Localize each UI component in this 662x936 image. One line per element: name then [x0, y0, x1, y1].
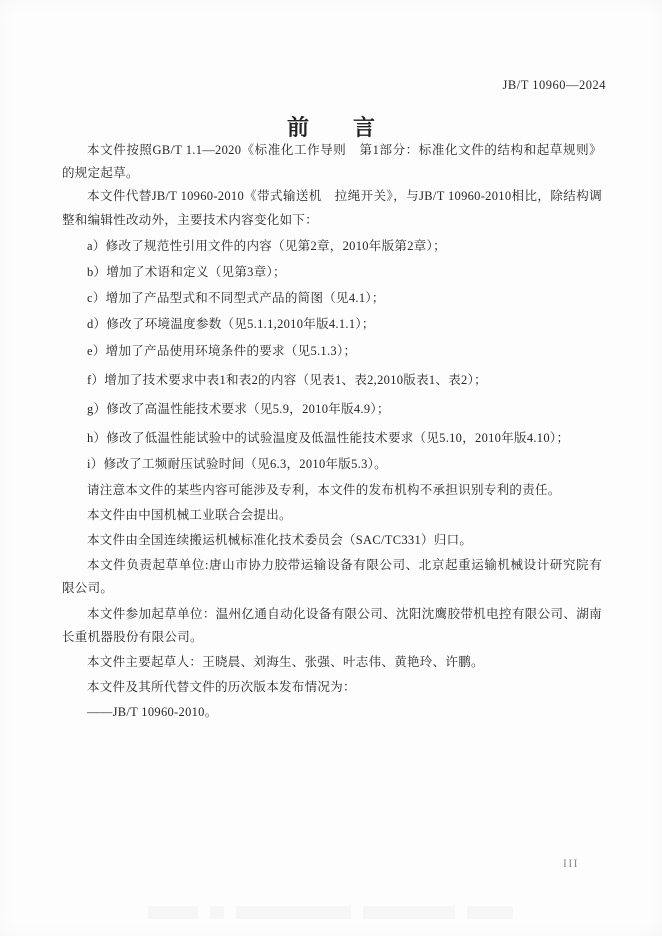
watermark-blot: [363, 906, 455, 919]
watermark-blot: [236, 906, 352, 919]
watermark-blot: [467, 906, 513, 919]
closing-paragraph: 本文件由全国连续搬运机械标准化技术委员会（SAC/TC331）归口。: [87, 533, 473, 548]
closing-paragraph: 本文件由中国机械工业联合会提出。: [87, 507, 292, 522]
faint-scan-watermark: [148, 906, 513, 919]
change-item: c）增加了产品型式和不同型式产品的简图（见4.1）；: [87, 291, 385, 306]
closing-paragraph: 本文件负责起草单位:唐山市协力胶带运输设备有限公司、北京起重运输机械设计研究院有限公司。: [62, 558, 602, 596]
change-item: b）增加了术语和定义（见第3章）；: [87, 265, 286, 280]
closing-paragraph: 请注意本文件的某些内容可能涉及专利，本文件的发布机构不承担识别专利的责任。: [87, 482, 561, 497]
page-number: III: [563, 858, 579, 870]
change-item: e）增加了产品使用环境条件的要求（见5.1.3）；: [87, 343, 357, 358]
closing-paragraph: ——JB/T 10960-2010。: [87, 705, 218, 720]
change-item: a）修改了规范性引用文件的内容（见第2章，2010年版第2章）；: [87, 238, 446, 253]
foreword-paragraph: 本文件按照GB/T 1.1—2020《标准化工作导则 第1部分：标准化文件的结构和起草规则》的规定起草。: [62, 143, 602, 181]
page-title: 前 言: [286, 114, 375, 140]
change-item: h）修改了低温性能试验中的试验温度及低温性能技术要求（见5.10，2010年版4.10）；: [87, 431, 570, 446]
foreword-paragraph: 本文件代替JB/T 10960-2010《带式输送机 拉绳开关》，与JB/T 10960-2010相比，除结构调整和编辑性改动外，主要技术内容变化如下：: [62, 189, 602, 227]
closing-paragraph: 本文件及其所代替文件的历次版本发布情况为：: [87, 680, 356, 695]
change-item: d）修改了环境温度参数（见5.1.1,2010年版4.1.1）；: [87, 317, 375, 332]
foreword-content: [62, 139, 602, 725]
closing-paragraph: 本文件参加起草单位：温州亿通自动化设备有限公司、沈阳沈鹰胶带机电控有限公司、湖南长重机器股份有限公司。: [62, 606, 602, 644]
standard-code: JB/T 10960—2024: [502, 78, 606, 92]
watermark-blot: [210, 906, 223, 919]
change-item: i）修改了工频耐压试验时间（见6.3，2010年版5.3）。: [87, 457, 387, 472]
closing-paragraph: 本文件主要起草人：王晓晨、刘海生、张强、叶志伟、黄艳玲、许鹏。: [87, 655, 484, 670]
watermark-blot: [148, 906, 198, 919]
change-item: g）修改了高温性能技术要求（见5.9，2010年版4.9）；: [87, 402, 390, 417]
change-item: f）增加了技术要求中表1和表2的内容（见表1、表2,2010版表1、表2）；: [87, 372, 487, 387]
